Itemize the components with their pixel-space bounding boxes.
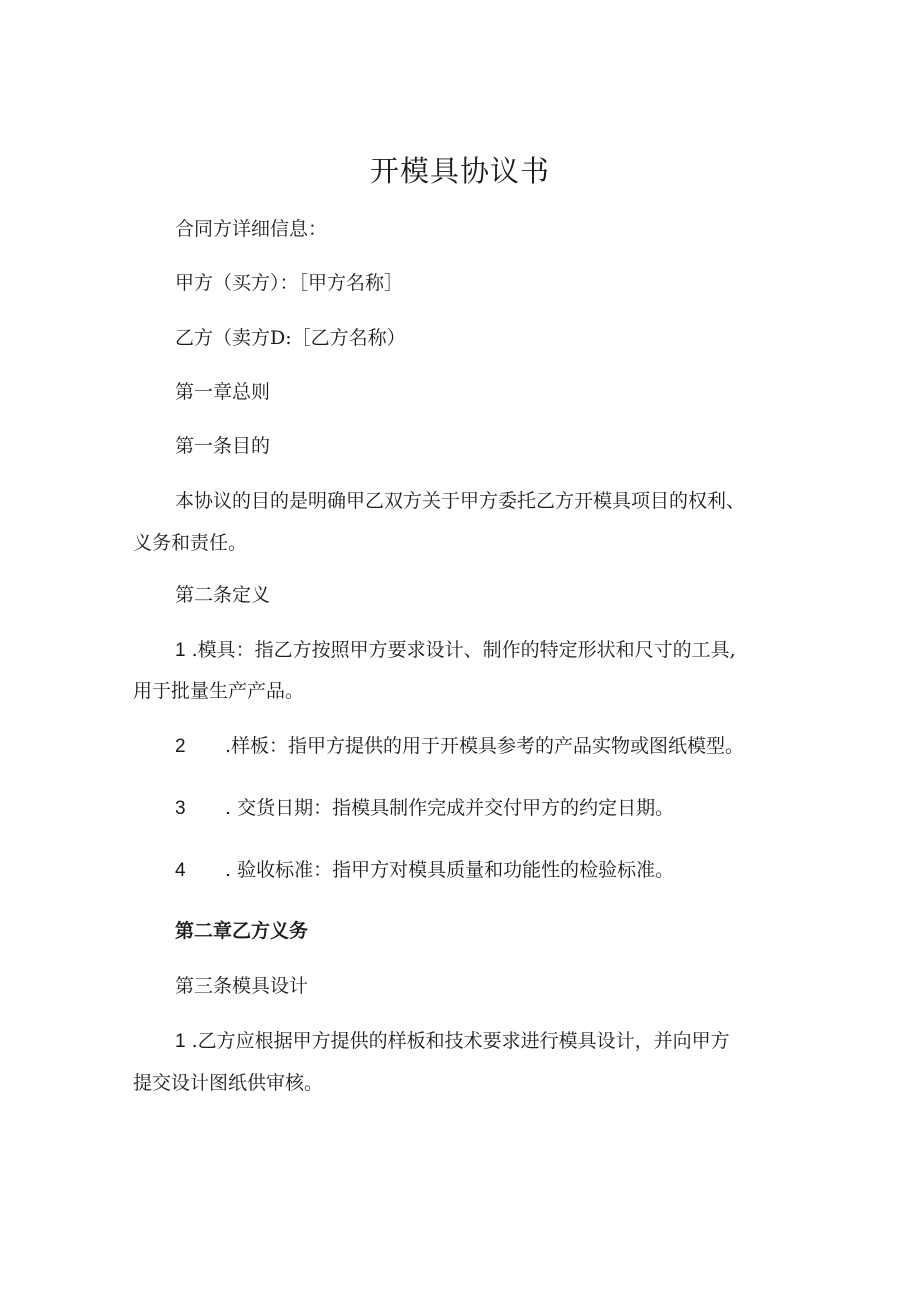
definition-3-number: 3 (175, 798, 186, 819)
definition-1-text: .模具：指乙方按照甲方要求设计、制作的特定形状和尺寸的工具, (185, 639, 736, 661)
definition-1-line-2: 用于批量生产产品。 (133, 680, 305, 702)
article-1-text-line-1: 本协议的目的是明确甲乙双方关于甲方委托乙方开模具项目的权利、 (175, 490, 746, 512)
definition-2-text: .样板：指甲方提供的用于开模具参考的产品实物或图纸模型。 (225, 735, 745, 757)
definition-4 (175, 857, 674, 884)
party-a-line: 甲方（买方）：［甲方名称］ (175, 272, 404, 294)
definition-3 (175, 795, 674, 822)
article-3-title: 第三条模具设计 (175, 975, 309, 997)
article-1-title: 第一条目的 (175, 435, 271, 457)
definition-1-line-1 (175, 637, 736, 664)
item-1-number: 1 (175, 1031, 186, 1052)
definition-4-text: . 验收标准：指甲方对模具质量和功能性的检验标准。 (225, 859, 675, 881)
definition-2 (175, 733, 744, 760)
article-1-text-line-2: 义务和责任。 (133, 532, 248, 554)
document-title: 开模具协议书 (369, 154, 550, 188)
item-1-line-2: 提交设计图纸供审核。 (133, 1072, 324, 1094)
parties-heading: 合同方详细信息： (175, 218, 328, 240)
item-1-line-1 (175, 1028, 730, 1055)
definition-2-number: 2 (175, 736, 186, 757)
item-1-text: .乙方应根据甲方提供的样板和技术要求进行模具设计，并向甲方 (185, 1030, 730, 1052)
article-2-title: 第二条定义 (175, 584, 271, 606)
definition-3-text: . 交货日期：指模具制作完成并交付甲方的约定日期。 (225, 797, 675, 819)
party-b-line: 乙方（卖方D:［乙方名称） (175, 327, 406, 349)
definition-1-number: 1 (175, 640, 186, 661)
definition-4-number: 4 (175, 860, 186, 881)
chapter-1-heading: 第一章总则 (175, 381, 271, 403)
chapter-2-heading: 第二章乙方义务 (175, 920, 309, 942)
